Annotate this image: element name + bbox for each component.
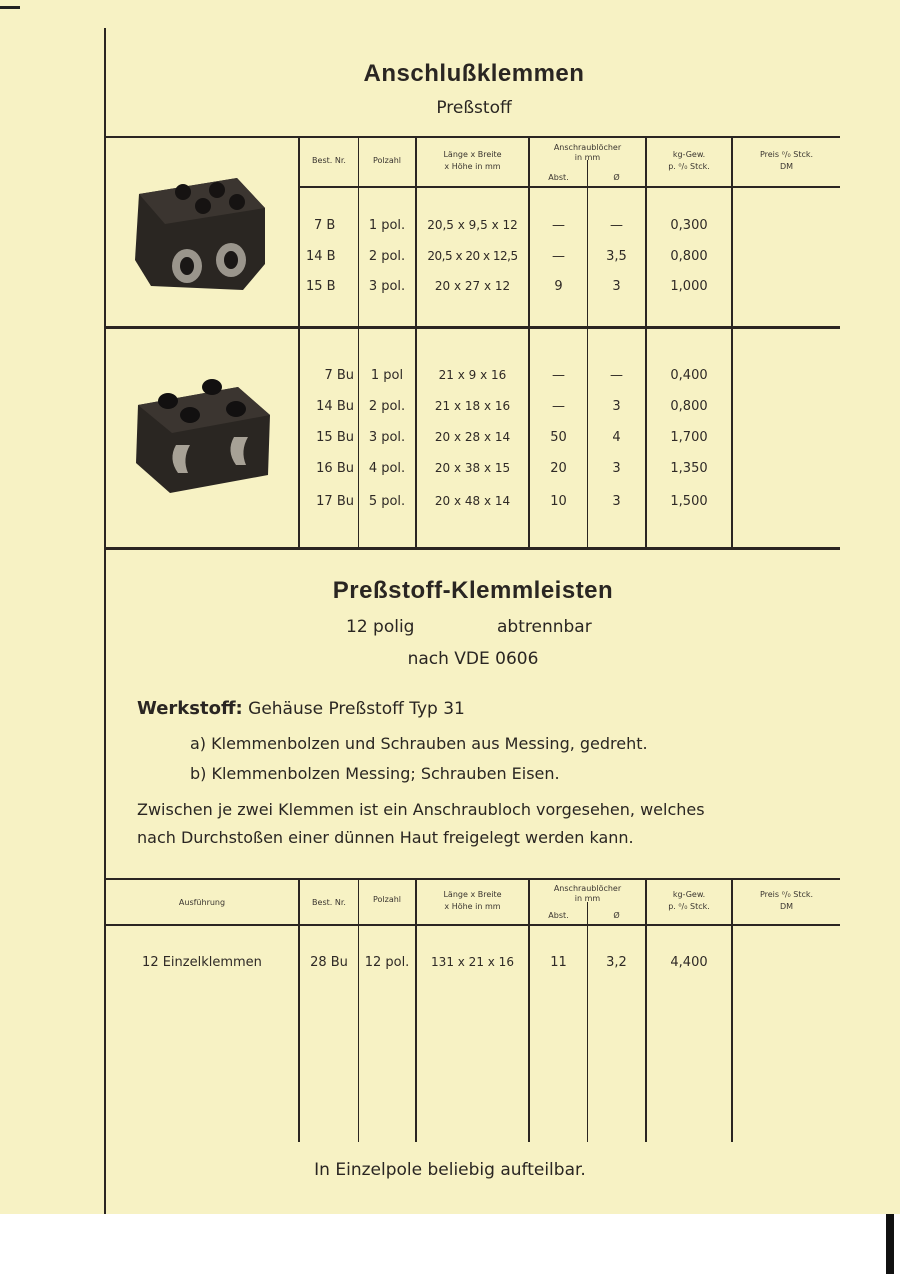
table-cell: — <box>552 249 565 264</box>
screw-head <box>175 184 191 200</box>
table-cell: 7 B <box>314 218 336 233</box>
table2-col-rule <box>587 902 588 1142</box>
table-cell: 7 Bu <box>324 368 354 383</box>
table2-header-dia: Ø <box>613 911 620 920</box>
table-cell: 3 <box>612 494 621 509</box>
table-cell: 1,700 <box>670 430 708 445</box>
table1-bottom-border <box>106 547 840 550</box>
table2-cell-ausfuehrung: 12 Einzelklemmen <box>142 955 262 970</box>
table1-header-abst: Abst. <box>548 173 569 182</box>
table-cell: 2 pol. <box>368 249 406 264</box>
table2-header-holes <box>530 884 645 904</box>
table2-header-ausfuehrung: Ausführung <box>178 898 226 907</box>
table-cell: 0,800 <box>670 399 708 414</box>
section2-standard: nach VDE 0606 <box>407 649 539 669</box>
section1-subtitle: Preßstoff <box>436 98 512 118</box>
terminal-block-3pole-image <box>128 375 278 495</box>
table2-header-weight <box>647 889 731 913</box>
material-label: Werkstoff: <box>137 698 243 719</box>
table-cell: 20 x 38 x 15 <box>434 461 511 475</box>
option-a: a) Klemmenbolzen und Schrauben aus Messing, gedreht. <box>190 734 648 753</box>
table2-header-rule <box>106 924 840 926</box>
header-line: DM <box>779 162 794 171</box>
table-cell: 3 pol. <box>368 279 406 294</box>
header-line: p. ⁰/₀ Stck. <box>668 162 710 171</box>
material-line <box>137 698 465 719</box>
table-cell: 0,300 <box>670 218 708 233</box>
table-cell: 15 Bu <box>316 430 354 445</box>
table-cell: 2 pol. <box>368 399 406 414</box>
table-cell: 3,5 <box>606 249 627 264</box>
table-cell: 20 x 27 x 12 <box>434 279 511 293</box>
header-line: Anschraublöcher <box>553 143 622 152</box>
table2-header-best-nr: Best. Nr. <box>312 898 346 907</box>
table-cell: — <box>552 218 565 233</box>
table-cell: 3 <box>612 461 621 476</box>
table-cell: 3 pol. <box>368 430 406 445</box>
scan-edge-mark <box>0 6 20 9</box>
table-cell: 3 <box>612 399 621 414</box>
table-cell: 20,5 x 20 x 12,5 <box>427 249 518 263</box>
header-line: Preis ⁰/₀ Stck. <box>759 890 814 899</box>
table-cell: 17 Bu <box>316 494 354 509</box>
screw-head <box>209 182 225 198</box>
table-cell: 9 <box>554 279 563 294</box>
section2-pole-count: 12 polig <box>346 617 415 637</box>
table1-header-weight <box>647 149 731 173</box>
screw-head <box>202 379 222 395</box>
table-cell: — <box>552 368 565 383</box>
table2-col-rule <box>358 878 359 1142</box>
table2-cell-weight: 4,400 <box>670 955 708 970</box>
table-cell: — <box>610 368 623 383</box>
header-line: Länge x Breite <box>443 890 502 899</box>
table1-header-dia: Ø <box>613 173 620 182</box>
material-text: Gehäuse Preßstoff Typ 31 <box>248 699 465 719</box>
table1-top-border <box>106 136 840 138</box>
table2-header-dims <box>417 889 528 913</box>
table-cell: 50 <box>550 430 567 445</box>
table-cell: 3 <box>612 279 621 294</box>
table-cell: 14 B <box>306 249 336 264</box>
table2-col-rule <box>298 878 300 1142</box>
table-cell: 4 <box>612 430 621 445</box>
table1-header-dims <box>417 149 528 173</box>
table-cell: 1 pol. <box>368 218 406 233</box>
table-cell: 14 Bu <box>316 399 354 414</box>
header-line: Länge x Breite <box>443 150 502 159</box>
scan-edge-bar <box>886 1214 894 1274</box>
screw-head <box>195 198 211 214</box>
table2-header-polzahl: Polzahl <box>372 895 402 904</box>
header-line: DM <box>779 902 794 911</box>
table2-header-price <box>733 889 840 913</box>
screw-head <box>158 393 178 409</box>
header-line: in mm <box>574 894 601 903</box>
footer-note: In Einzelpole beliebig aufteilbar. <box>314 1160 586 1180</box>
table-cell: 15 B <box>306 279 336 294</box>
header-line: x Höhe in mm <box>444 162 501 171</box>
table2-top-border <box>106 878 840 880</box>
table2-col-rule <box>415 878 417 1142</box>
header-line: kg-Gew. <box>672 890 706 899</box>
terminal-block-2pole-image <box>125 168 275 298</box>
table2-cell-dia: 3,2 <box>606 955 627 970</box>
screw-head <box>180 407 200 423</box>
screw-head <box>226 401 246 417</box>
table1-header-holes <box>530 143 645 163</box>
header-line: p. ⁰/₀ Stck. <box>668 902 710 911</box>
table-cell: 4 pol. <box>368 461 406 476</box>
table2-cell-dims: 131 x 21 x 16 <box>431 955 514 969</box>
table-cell: — <box>552 399 565 414</box>
table-cell: 20 x 28 x 14 <box>434 430 511 444</box>
option-b: b) Klemmenbolzen Messing; Schrauben Eisen. <box>190 764 560 783</box>
table-cell: 5 pol. <box>368 494 406 509</box>
table-cell: 1 pol <box>370 368 404 383</box>
table-cell: 10 <box>550 494 567 509</box>
table-cell: 1,500 <box>670 494 708 509</box>
table-cell: 21 x 18 x 16 <box>434 399 511 413</box>
mounting-note-line2: nach Durchstoßen einer dünnen Haut freigelegt werden kann. <box>137 828 634 847</box>
wire-hole-inner <box>180 257 194 275</box>
table-cell: 0,800 <box>670 249 708 264</box>
table-cell: 16 Bu <box>316 461 354 476</box>
table2-cell-best-nr: 28 Bu <box>310 955 348 970</box>
table1-header-polzahl: Polzahl <box>372 156 402 165</box>
table1-header-price <box>733 149 840 173</box>
table-cell: 20 x 48 x 14 <box>434 494 511 508</box>
table2-col-rule <box>645 878 647 1142</box>
header-line: in mm <box>574 153 601 162</box>
table2-col-rule <box>731 878 733 1142</box>
table1-header-rule <box>298 186 840 188</box>
table1-col-rule <box>731 329 733 547</box>
screw-head <box>229 194 245 210</box>
mounting-note-line1: Zwischen je zwei Klemmen ist ein Anschraubloch vorgesehen, welches <box>137 800 705 819</box>
page-margin-rule <box>104 28 106 1214</box>
table2-cell-abst: 11 <box>550 955 567 970</box>
table-cell: 1,350 <box>670 461 708 476</box>
table-cell: 0,400 <box>670 368 708 383</box>
table1-group-divider <box>106 326 840 329</box>
table-cell: 20,5 x 9,5 x 12 <box>427 218 518 232</box>
table-cell: — <box>610 218 623 233</box>
wire-hole-inner <box>224 251 238 269</box>
header-line: kg-Gew. <box>672 150 706 159</box>
table1-col-rule <box>587 160 588 326</box>
header-line: x Höhe in mm <box>444 902 501 911</box>
table2-header-abst: Abst. <box>548 911 569 920</box>
table-cell: 1,000 <box>670 279 708 294</box>
section1-title: Anschlußklemmen <box>363 60 585 87</box>
table-cell: 21 x 9 x 16 <box>438 368 507 382</box>
section2-separable: abtrennbar <box>497 617 592 637</box>
table2-cell-polzahl: 12 pol. <box>364 955 410 970</box>
table1-header-best-nr: Best. Nr. <box>312 156 346 165</box>
header-line: Preis ⁰/₀ Stck. <box>759 150 814 159</box>
section2-title: Preßstoff-Klemmleisten <box>332 577 614 604</box>
table-cell: 20 <box>550 461 567 476</box>
header-line: Anschraublöcher <box>553 884 622 893</box>
